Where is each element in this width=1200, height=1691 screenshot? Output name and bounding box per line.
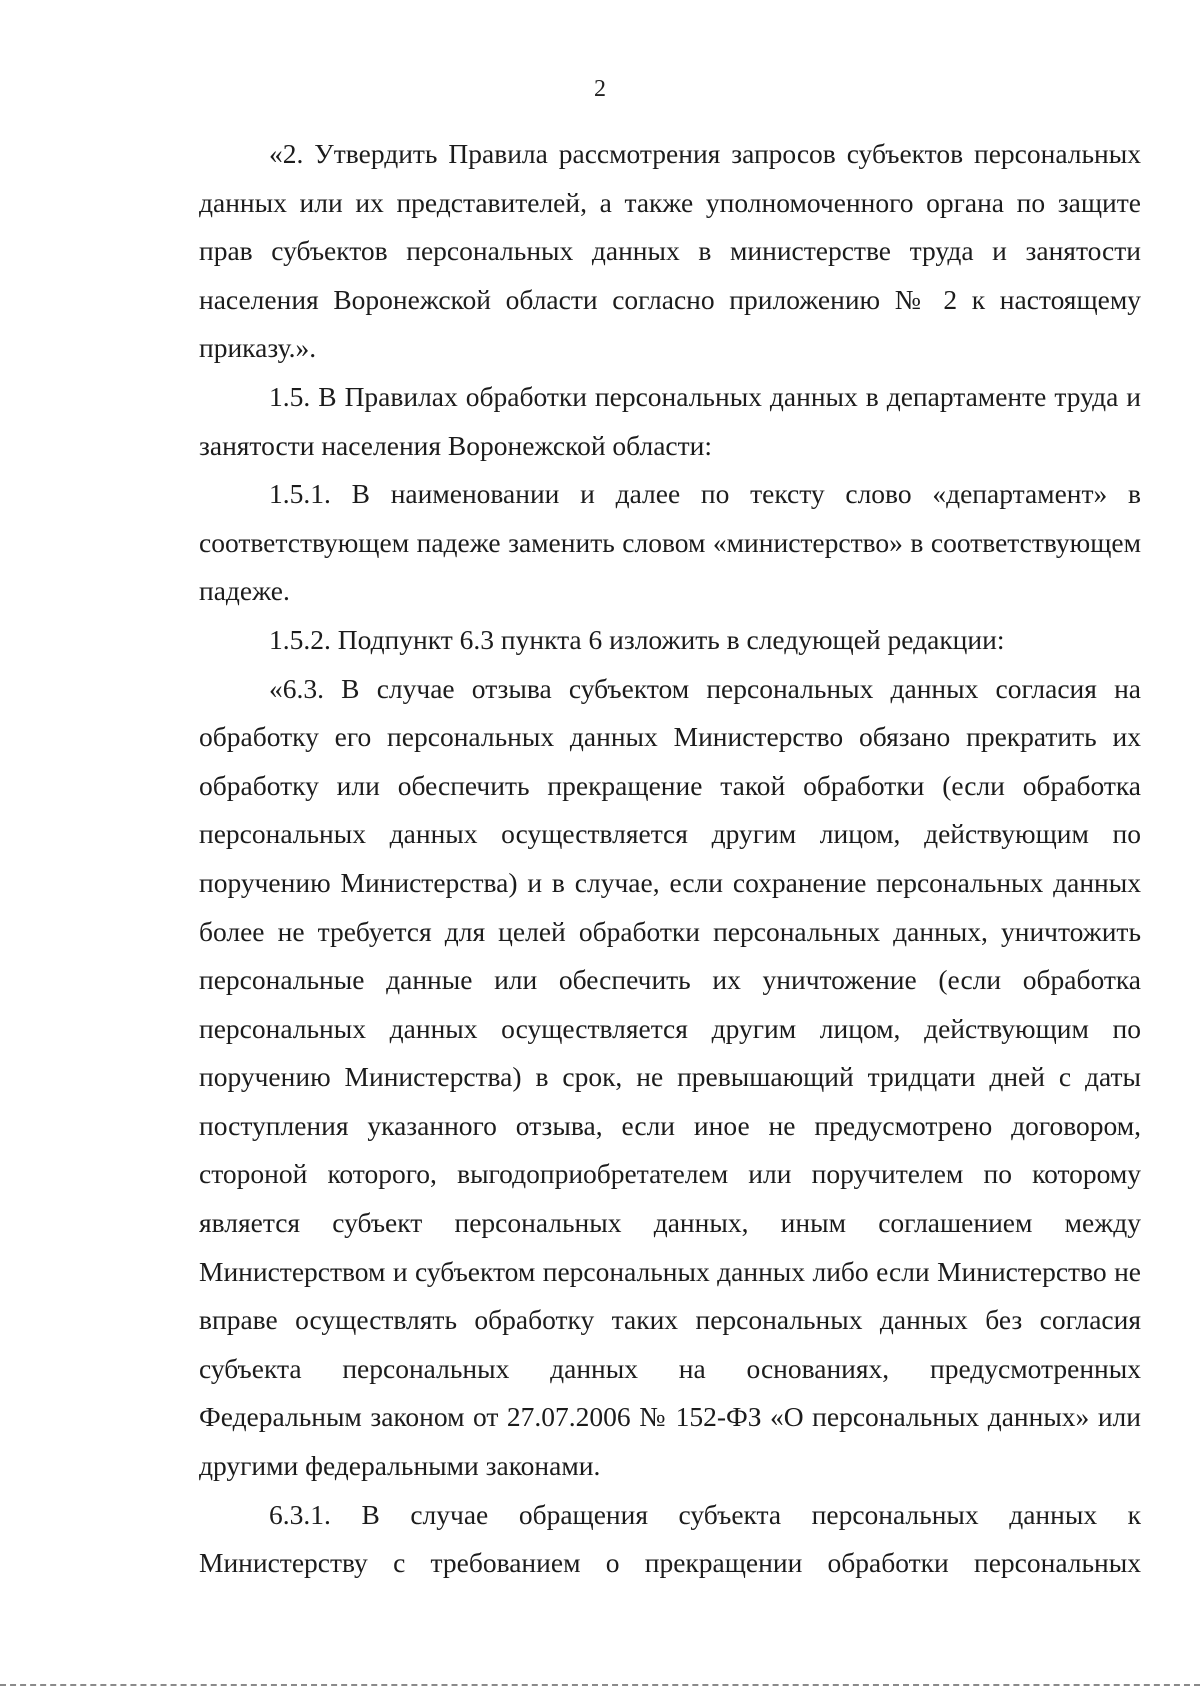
paragraph-1-5: 1.5. В Правилах обработки персональных данных в департаменте труда и занятости населения Воронежской области: xyxy=(199,380,1141,461)
page-number: 2 xyxy=(594,76,606,102)
document-body xyxy=(199,130,1141,1588)
paragraph-6-3-1: 6.3.1. В случае обращения субъекта персональных данных к Министерству с требованием о прекращении обработки персональных xyxy=(199,1498,1141,1579)
scan-edge-line xyxy=(0,1684,1200,1686)
paragraph-1-5-1: 1.5.1. В наименовании и далее по тексту слово «департамент» в соответствующем падеже заменить словом «министерство» в соответствующем падеже. xyxy=(199,478,1141,607)
paragraph-item-2-approve-rules: «2. Утвердить Правила рассмотрения запросов субъектов персональных данных или их представителей, а также уполномоченного органа по защите прав субъектов персональных данных в министерстве труда и занятости населения Воронежской области согласно приложению № 2 к настоящему приказу.». xyxy=(199,138,1141,364)
paragraph-6-3: «6.3. В случае отзыва субъектом персональных данных согласия на обработку его персональных данных Министерство обязано прекратить их обработку или обеспечить прекращение такой обработки (если обработка персональных данных осуществляется другим лицом, действующим по поручению Министерства) и в случае, если сохранение персональных данных более не требуется для целей обработки персональных данных, уничтожить персональные данные или обеспечить их уничтожение (если обработка персональных данных осуществляется другим лицом, действующим по поручению Министерства) в срок, не превышающий тридцати дней с даты поступления указанного отзыва, если иное не предусмотрено договором, стороной которого, выгодоприобретателем или поручителем по которому является субъект персональных данных, иным соглашением между Министерством и субъектом персональных данных либо если Министерство не вправе осуществлять обработку таких персональных данных без согласия субъекта персональных данных на основаниях, предусмотренных Федеральным законом от 27.07.2006 № 152-ФЗ «О персональных данных» или другими федеральными законами. xyxy=(199,672,1141,1482)
paragraph-1-5-2: 1.5.2. Подпункт 6.3 пункта 6 изложить в следующей редакции: xyxy=(269,623,1005,655)
